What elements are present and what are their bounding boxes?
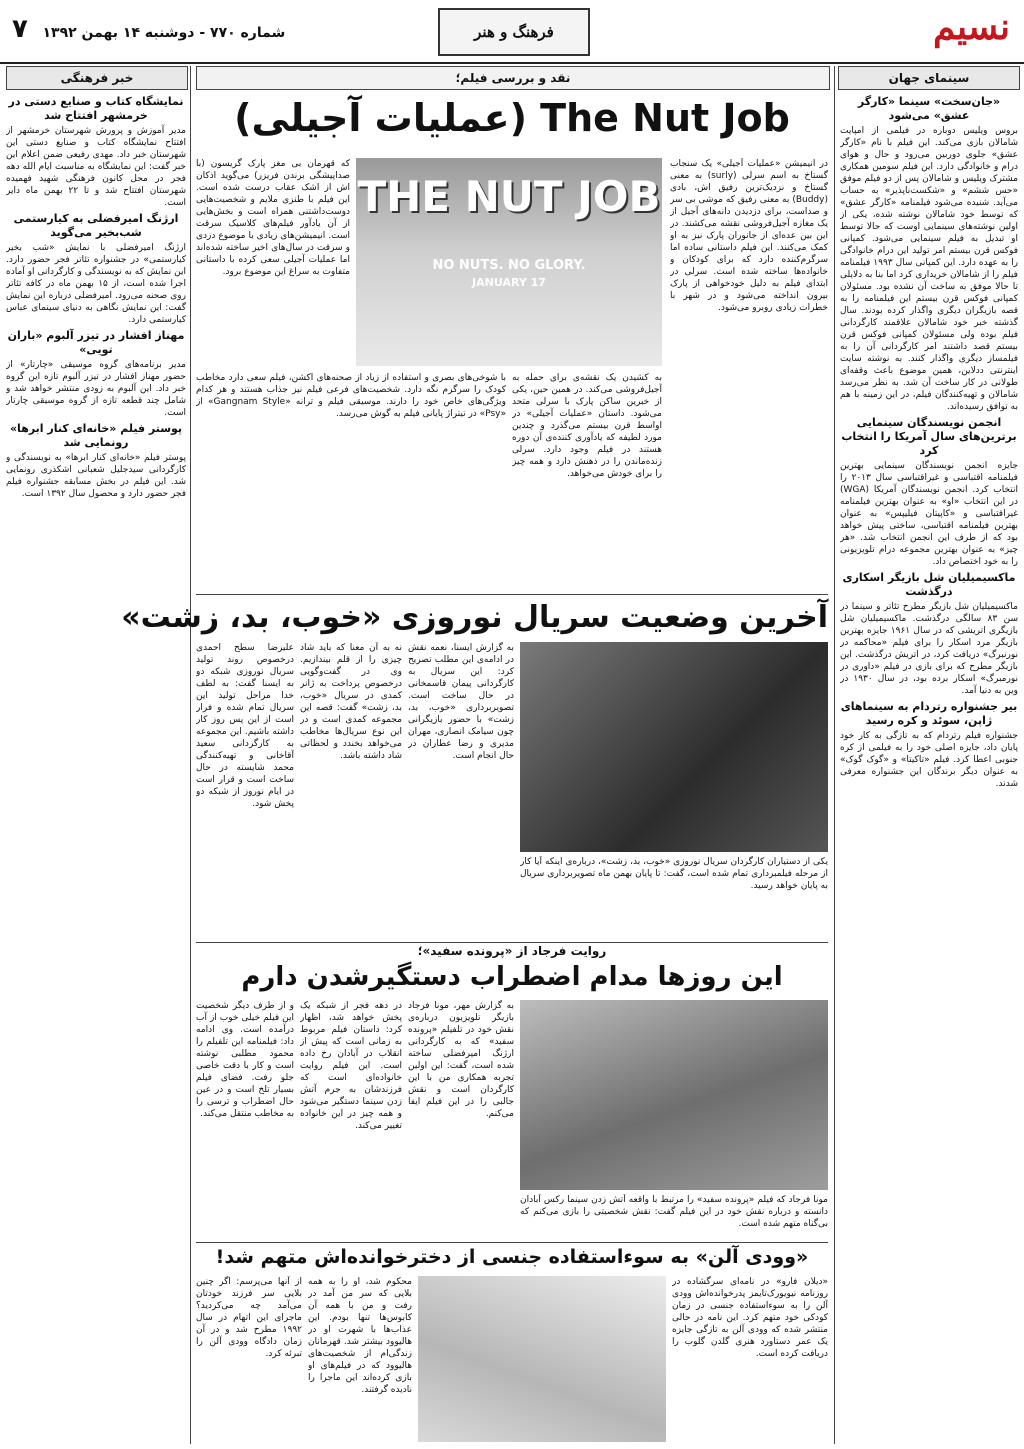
interview-kicker: روایت فرجاد از «پرونده سفید»؛ xyxy=(417,944,607,958)
serial-column-1: به گزارش ایسنا، نعمه نقش در ادامه‌ی این مطلب تصریح کرد: این سریال به کارگردانی پیمان قاسمخانی در حال ساخت است. تصویربرداری «خوب، بد، زشت» با حضور بازیگرانی چون سیامک انصاری، مهران مدیری و رضا عطاران در حال انجام است. xyxy=(408,643,514,761)
review-column-3: با شوخی‌های بصری و استفاده از زیاد از صحنه‌های اکشن، فیلم سعی دارد مخاطب کودک را سرگرم نگه دارد. شخصیت‌های فرعی فیلم نیز جذاب هستند و هر کدام ویژگی‌های خاص خود را دارند. موسیقی فیلم و ترانه «Gangnam Style» از «Psy» در تیتراژ پایانی فیلم به گوش می‌رسد. xyxy=(196,373,506,419)
article-title: نمایشگاه کتاب و صنایع دستی در خرمشهر افتتاح شد xyxy=(8,95,184,122)
issue-info xyxy=(12,14,285,44)
article-title: انجمن نویسندگان سینمایی برترین‌های سال آمریکا را انتخاب کرد xyxy=(841,416,1017,457)
article-body: ارژنگ امیرفضلی با نمایش «شب بخیر کیارستمی» در جشنواره تئاتر فجر حضور دارد. این نمایش که به نویسندگی و کارگردانی او آماده اجرا شده است، از ۱۵ بهمن ماه در کافه تئاتر روی صحنه می‌رود. امیرفضلی درباره این نمایش گفت: این نمایش نگاهی به دنیای سینمای عباس کیارستمی دارد. xyxy=(6,243,186,325)
left-column-articles xyxy=(6,92,186,1442)
allen-column-2: محکوم شد، او را به همه بلایی که سر من آمد در رفت و من با همه آن کابوس‌ها تنها بودم. این عذاب‌ها با شهرت او در هالیوود بیشتر شد. قهرمانان زندگی‌ام از شخصیت‌های هالیوود که در فیلم‌های او بازی کرده‌اند این ماجرا را نادیده گرفتند. xyxy=(308,1277,412,1395)
movie-poster-image xyxy=(356,158,662,366)
article-body: مدیر آموزش و پرورش شهرستان خرمشهر از افتتاح نمایشگاه کتاب و صنایع دستی این شهرستان خبر داد. مهدی رفیعی ضمن اعلام این خبر گفت: این نمایشگاه به مناسبت ایام الله دهه فجر در محل کانون فرهنگی شهید فهمیده شهرستان افتتاح شد و تا ۲۲ بهمن ماه دایر است. xyxy=(6,126,186,208)
review-column-2: که قهرمان بی مغز پارک گریسون (با صداپیشگی برندن فریزر) می‌گوید اذکان اش از اشک عقاب درست شده است. این فیلم با طنزی ملایم و شخصیت‌هایی دوست‌داشتنی همراه است و بخش‌هایی از آن یادآور فیلم‌های کلاسیک سرقت است. انیمیشن‌های زیادی با موضوع دزدی و سرقت در سال‌های اخیر ساخته شده‌اند اما عملیات آجیلی سعی کرده با داستانی متفاوت به سراغ این موضوع برود. xyxy=(196,159,350,277)
section-divider xyxy=(196,594,828,595)
article-body: ماکسیمیلیان شل بازیگر مطرح تئاتر و سینما در سن ۸۳ سالگی درگذشت. ماکسیمیلیان شل بازیگری اتریشی که در سال ۱۹۶۱ جایزه بهترین بازیگر مرد اسکار را برای فیلم «محاکمه در نورنبرگ» دریافت کرد، در اتریش درگذشت. این بازیگر مطرح که برای بازی در فیلم «داوری در نورمبرگ» اسکار برده بود، در سال ۱۹۳۰ در وین به دنیا آمد. xyxy=(840,602,1018,696)
serial-headline: آخرین وضعیت سریال نوروزی «خوب، بد، زشت» xyxy=(121,600,828,635)
review-kicker-text: نقد و بررسی فیلم؛ xyxy=(455,71,571,85)
review-column-4: به کشیدن یک نقشه‌ی برای حمله به آجیل‌فروشی می‌کند. در همین حین، یکی از خبرین ساکن پارک با سرلی متحد می‌شود. داستان «عملیات آجیلی» در اواسط قرن بیستم می‌گذرد و چندین مورد لطیفه که یادآوری کننده‌ی آن دوره هستند در فیلم وجود دارد. سرلی زنده‌ماندن را در ذهنش دارد و همه چیز را برای خودش می‌خواهد. xyxy=(512,373,662,479)
interview-actress-photo xyxy=(520,1000,828,1190)
article-body: جایزه انجمن نویسندگان سینمایی بهترین فیلمنامه اقتباسی و غیراقتباسی سال ۲۰۱۳ را انتخاب کرد. انجمن نویسندگان آمریکا (WGA) در این انتخاب «او» به عنوان بهترین فیلمنامه غیراقتباسی و «کاپیتان فیلیپس» به عنوان بهترین فیلمنامه اقتباسی، ساختی پیش خواهد بود که از طرف این انجمن انتخاب شد. «هر چیز» به عنوان بهترین مجموعه درام تلویزیونی را به خود اختصاص داد. xyxy=(840,461,1018,567)
left-column-header-text: خبر فرهنگی xyxy=(60,71,134,85)
allen-headline: «وودی آلن» به سوءاستفاده جنسی از دخترخوانده‌اش متهم شد! xyxy=(215,1246,809,1268)
review-headline: (عملیات آجیلی) The Nut Job xyxy=(234,96,790,140)
right-column-articles xyxy=(840,92,1018,1442)
article-title: پوستر فیلم «خانه‌ای کنار ابرها» رونمایی شد xyxy=(9,422,183,449)
article-body: بروس ویلیس دوباره در فیلمی از امپایت شامالان بازی می‌کند. این فیلم با نام «کارگر عشق» جلوی دوربین می‌رود و حال و هوای درام و خانوادگی دارد. این فیلم سومین همکاری مشترک ویلیس و شامالان پس از دو فیلم موفق «حس ششم» و «شکست‌ناپذیر» به حساب می‌آید. شنیده می‌شود فیلمنامه «کارگر عشق» که توسط خود شامالان نوشته شده، یکی از اولین نوشته‌های سینمایی اوست که حالا توسط او تبدیل به فیلم سینمایی می‌شود. کمپانی فوکس قرن بیستم امر تولید این درام خانوادگی را به عهده دارد. این کمپانی سال ۱۹۹۳ فیلمنامه فیلم را از شامالان خریداری کرد اما بنا به دلایلی تا حالا موفق به ساخت آن نشده بود. مسئولان کمپانی فوکس قرن بیستم این فیلمنامه را به قصه بازیگران دیگری واگذار کرده بودند. سال گذشته خبر خود شامالان علاقمند کارگردانی فیلم بوده ولی مسئولان کمپانی فوکس قرن بیستم قصد داشتند امر کارگردانی آن را به فیلمساز دیگری واگذار کنند. به نوشته سایت اینترنتی ددلاین، همین موضوع باعث وقفه‌ای طولانی در کار ساخت آن شد. به نظر می‌رسد شامالان و تهیه‌کنندگان فیلم، در این زمینه با هم به توافق رسیده‌اند. xyxy=(840,126,1018,412)
column-rule-left xyxy=(190,66,191,1444)
article-title: بیر جشنواره رتردام به سینماهای ژاپن، سوئد و کره رسید xyxy=(840,700,1018,727)
interview-column-3: و از طرف دیگر شخصیت این فیلم خیلی خوب از آب درآمده است. وی ادامه داد: فیلمنامه این تلفیلم را محمود مطلبی نوشته است و کار با دقت خاصی جلو رفت. فضای فیلم بسیار تلخ است و در عین حال اضطراب و ترسی را به مخاطب منتقل می‌کند. xyxy=(196,1001,294,1119)
interview-column-2: در دهه فجر از شبکه یک پخش خواهد شد، اظهار کرد: داستان فیلم مربوط به زمانی است که پیش از انقلاب در آبادان رخ داده است. این فیلم روایت خانواده‌ای است که فرزندشان به جرم آتش زدن سینما دستگیر می‌شود و همه چیز در این خانواده تغییر می‌کند. xyxy=(300,1001,402,1131)
interview-headline: این روزها مدام اضطراب دستگیرشدن دارم xyxy=(241,962,783,992)
serial-column-2: نه به آن معنا که باید شاد چیزی را از قلم بیندازیم. وی در گفت‌وگویی درخصوص پرداخت به ژانر کمدی در سریال «خوب، بد، زشت» گفت: قصه این مجموعه کمدی است و در این نوع سریال‌ها مخاطب می‌خواهد بخندد و لحظاتی شاد داشته باشد. xyxy=(300,643,402,761)
poster-title: THE NUT JOB xyxy=(357,172,661,221)
serial-column-3: علیرضا سطح احمدی درخصوص روند تولید سریال نوروزی شبکه دو به ایسنا گفت: به لطف خدا مراحل تولید این سریال تمام شده و فرار است از این پس روز کار داشته باشیم. این مجموعه به کارگردانی سعید آقاخانی و تهیه‌کنندگی محمد شایسته در حال ساخت است و قرار است در ایام نوروز از شبکه دو پخش شود. xyxy=(196,643,294,809)
article-title: ماکسیمیلیان شل بازیگر اسکاری درگذشت xyxy=(842,571,1016,598)
page-number: ۷ xyxy=(12,14,28,44)
section-divider xyxy=(196,942,828,943)
interview-photo-caption: مونا فرجاد که فیلم «پرونده سفید» را مرتبط با واقعه آتش زدن سینما رکس آبادان دانسته و درباره نقش خود در این فیلم گفت: نقش شخصیتی را بازی می‌کنم که بی‌گناه متهم شده است. xyxy=(520,1195,828,1229)
article-title: مهناز افشار در تیزر آلبوم «باران تویی» xyxy=(7,329,185,356)
allen-column-3: از آنها می‌پرسم: اگر چنین بلایی سر فرزند خودتان می‌آمد چه می‌کردید؟ ماجرای این اتهام در سال ۱۹۹۲ مطرح شد و در آن زمان دادگاه وودی آلن را تبرئه کرد. xyxy=(196,1277,302,1359)
left-column-header xyxy=(6,66,188,90)
article-body: مدیر برنامه‌های گروه موسیقی «چارتار» از حضور مهناز افشار در تیزر آلبوم تازه این گروه خبر داد. این آلبوم به زودی منتشر خواهد شد و شامل چند قطعه تازه از گروه موسیقی چارتار است. xyxy=(6,360,186,418)
serial-photo-caption: یکی از دستیاران کارگردان سریال نوروزی «خوب، بد، زشت»، درباره‌ی اینکه آیا کار از مرحله فیلمبرداری تمام شده است، گفت: تا پایان بهمن ماه تصویربرداری سریال به پایان خواهد رسید. xyxy=(520,857,828,891)
section-title: فرهنگ و هنر xyxy=(474,23,554,41)
newspaper-logo: نسیم xyxy=(933,6,1010,48)
poster-tagline: NO NUTS. NO GLORY. xyxy=(432,258,586,273)
right-column-header xyxy=(838,66,1020,90)
section-divider xyxy=(196,1242,828,1243)
article-body: پوستر فیلم «خانه‌ای کنار ابرها» به نویسندگی و کارگردانی سیدجلیل شعبانی اشکذری رونمایی شد. این فیلم در بخش مسابقه جشنواره فیلم فجر حضور دارد و محصول سال ۱۳۹۲ است. xyxy=(6,453,186,499)
right-column-header-text: سینمای جهان xyxy=(888,71,970,85)
allen-column-1: «دیلان فارو» در نامه‌ای سرگشاده در روزنامه نیویورک‌تایمز پدرخوانده‌اش وودی آلن را به سوءاستفاده جنسی در زمان کودکی خود متهم کرد. این نامه در حالی منتشر شده که وودی آلن به تازگی جایزه یک عمر دستاورد هنری گلدن گلوب را دریافت کرده است. xyxy=(672,1277,828,1359)
allen-photo xyxy=(418,1276,666,1442)
column-rule-right xyxy=(834,66,835,1444)
article-body: جشنواره فیلم رتردام که به تازگی به کار خود پایان داد، جایزه اصلی خود را به فیلمی از کره جنوبی اعطا کرد. فیلم «تاکیتا» و «گوک گوک» به عنوان دیگر برندگان این جشنواره معرفی شدند. xyxy=(840,731,1018,789)
section-badge xyxy=(438,8,590,56)
poster-date: JANUARY 17 xyxy=(472,276,546,289)
serial-behind-scenes-photo xyxy=(520,642,828,852)
interview-column-1: به گزارش مهر، مونا فرجاد بازیگر تلویزیون درباره‌ی نقش خود در تلفیلم «پرونده سفید» که به کارگردانی ارژنگ امیرفضلی ساخته شده است، گفت: این اولین تجربه همکاری من با این کارگردان است و نقش جالبی را در این فیلم ایفا می‌کنم. xyxy=(408,1001,514,1119)
review-kicker xyxy=(196,66,830,90)
article-title: ارژنگ امیرفضلی به کیارستمی شب‌بخیر می‌گوید xyxy=(13,212,179,239)
review-column-1: در انیمیشن «عملیات آجیلی» یک سنجاب گستاخ به اسم سرلی (surly) به معنی گستاخ و نزدیک‌ترین رفیق اش، بادی (Buddy) به معنی رفیق که موشی بی سر و صداست، برای دزدیدن دانه‌های آجیل از یک مغازه آجیل‌فروشی نقشه می‌کشند. در این بین عده‌ای از جانوران پارک نیز به او کمک می‌کنند. این فیلم داستانی ساده اما سرگرم‌کننده دارد که برای کودکان و خانواده‌ها ساخته شده است. سرلی در ابتدای فیلم به دلیل خودخواهی از پارک بیرون انداخته می‌شود و در شهر با خطرات زیادی روبرو می‌شود. xyxy=(670,159,828,313)
article-title: «جان‌سخت» سینما «کارگر عشق» می‌شود xyxy=(857,95,1001,122)
issue-date: شماره ۷۷۰ - دوشنبه ۱۴ بهمن ۱۳۹۲ xyxy=(42,25,286,41)
masthead xyxy=(0,0,1024,64)
